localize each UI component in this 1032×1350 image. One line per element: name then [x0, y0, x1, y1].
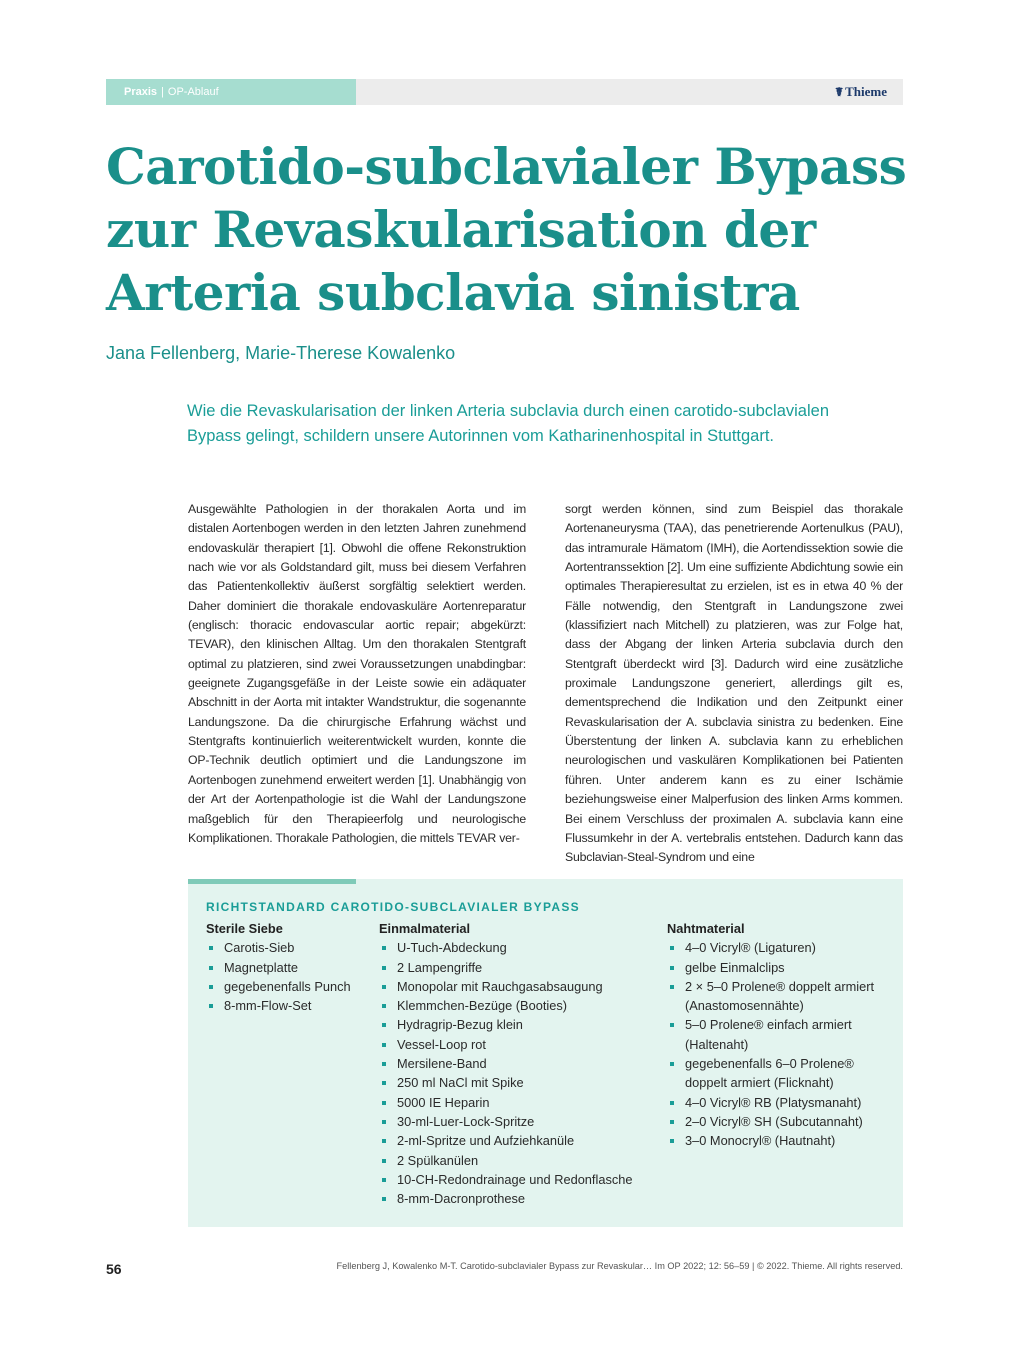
thieme-logo-icon: ☤: [835, 85, 844, 99]
citation-line: Fellenberg J, Kowalenko M-T. Carotido-subclavialer Bypass zur Revaskular… Im OP 2022; 12: 56–59 | © 2022. Thieme. All rights reserved.: [336, 1261, 903, 1271]
list-item: 2 × 5–0 Prolene® doppelt armiert (Anastomosennähte): [667, 977, 897, 1016]
subsection-name: OP-Ablauf: [167, 86, 219, 98]
body-column-right: sorgt werden können, sind zum Beispiel das thorakale Aortenaneurysma (TAA), das penetrierende Aortenulkus (PAU), das intramurale Hämatom (IMH), die Aortendissektion sowie die Aortentranssektion [2]. Um eine suffiziente Abdichtung sowie ein optimales Therapieresultat zu erzielen, ist es in etwa 40 % der Fälle notwendig, den Stentgraft in Landungszone zwei (klassifiziert nach Mitchell) zu platzieren, was zur Folge hat, dass der Abgang der linken Arteria subclavia durch den Stentgraft überdeckt wird [3]. Dadurch wird eine zusätzliche proximale Landungszone generiert, allerdings gilt es, dementsprechend die Indikation und den Zeitpunkt einer Revaskularisation der A. subclavia sinistra zu bedenken. Eine Überstentung der linken A. subclavia kann zu erheblichen neurologischen und vaskulären Komplikationen bei Patienten führen. Unter anderem kann es zu einer Ischämie beziehungsweise einer Malperfusion des linken Arms kommen. Bei einem Verschluss der proximalen A. subclavia kann eine Flussumkehr in der A. vertebralis entstehen. Dadurch kann das Subclavian-Steal-Syndrom und eine: [565, 502, 903, 865]
list-item: 30-ml-Luer-Lock-Spritze: [379, 1112, 659, 1131]
list-item: 4–0 Vicryl® RB (Platysmanaht): [667, 1093, 897, 1112]
list-item: Monopolar mit Rauchgasabsaugung: [379, 977, 659, 996]
list-item: 4–0 Vicryl® (Ligaturen): [667, 938, 897, 957]
sterile-sieves-column: [206, 919, 356, 1015]
publisher-logo: [835, 79, 887, 105]
journal-header-bar: [106, 79, 903, 105]
box-accent-bar: [188, 879, 356, 884]
list-item: gegebenenfalls Punch: [206, 977, 356, 996]
list-item: 5000 IE Heparin: [379, 1093, 659, 1112]
box-title: RICHTSTANDARD CAROTIDO-SUBCLAVIALER BYPASS: [206, 900, 580, 914]
list-item: 2 Spülkanülen: [379, 1151, 659, 1170]
list-item: gegebenenfalls 6–0 Prolene® doppelt armiert (Flicknaht): [667, 1054, 897, 1093]
list-item: Vessel-Loop rot: [379, 1035, 659, 1054]
article-lead: Wie die Revaskularisation der linken Arteria subclavia durch einen carotido-subclavialen Bypass gelingt, schildern unsere Autorinnen vom Katharinenhospital in Stuttgart.: [187, 402, 830, 445]
list-item: Mersilene-Band: [379, 1054, 659, 1073]
list-item: 2–0 Vicryl® SH (Subcutannaht): [667, 1112, 897, 1131]
list-item: 8-mm-Dacronprothese: [379, 1189, 659, 1208]
column-heading: Nahtmaterial: [667, 921, 745, 936]
list-item: gelbe Einmalclips: [667, 958, 897, 977]
list-item: 250 ml NaCl mit Spike: [379, 1073, 659, 1092]
section-label: Praxis | OP-Ablauf: [106, 79, 356, 105]
disposables-column: [379, 919, 659, 1208]
item-list: [206, 938, 356, 1015]
list-item: 5–0 Prolene® einfach armiert (Haltenaht): [667, 1015, 897, 1054]
list-item: U-Tuch-Abdeckung: [379, 938, 659, 957]
column-heading: Sterile Siebe: [206, 921, 283, 936]
section-name: Praxis: [124, 86, 158, 98]
body-column-left: Ausgewählte Pathologien in der thorakalen Aorta und im distalen Aortenbogen werden in den letzten Jahren zunehmend endovaskulär therapiert [1]. Obwohl die offene Rekonstruktion nach wie vor als Goldstandard gilt, muss bei diesem Verfahren das Patientenkollektiv äußerst sorgfältig selektiert werden. Daher dominiert die thorakale endovaskuläre Aortenreparatur (englisch: thoracic endovascular aortic repair; abgekürzt: TEVAR), den klinischen Alltag. Um den thorakalen Stentgraft optimal zu platzieren, sind zwei Voraussetzungen unabdingbar: geeignete Zugangsgefäße in der Leiste sowie ein adäquater Abschnitt in der Aorta mit intakter Wandstruktur, die sogenannte Landungszone. Da die chirurgische Erfahrung wächst und Stentgrafts kontinuierlich weiterentwickelt wurden, konnte die OP-Technik deutlich optimiert und die Landungszone im Aortenbogen zunehmend erweitert werden [1]. Unabhängig von der Art der Aortenpathologie ist die Wahl der Landungszone maßgeblich für den Therapieerfolg und neurologische Komplikationen. Thorakale Pathologien, die mittels TEVAR ver-: [188, 502, 526, 845]
list-item: 10-CH-Redondrainage und Redonflasche: [379, 1170, 659, 1189]
list-item: 3–0 Monocryl® (Hautnaht): [667, 1131, 897, 1150]
standard-equipment-box: [188, 879, 903, 1227]
suture-material-column: [667, 919, 897, 1151]
article-authors: Jana Fellenberg, Marie-Therese Kowalenko: [106, 343, 456, 363]
list-item: Carotis-Sieb: [206, 938, 356, 957]
list-item: Klemmchen-Bezüge (Booties): [379, 996, 659, 1015]
article-title: Carotido-subclavialer Bypass zur Revaskularisation der Arteria subclavia sinistra: [106, 137, 907, 322]
list-item: 8-mm-Flow-Set: [206, 996, 356, 1015]
list-item: Magnetplatte: [206, 958, 356, 977]
column-heading: Einmalmaterial: [379, 921, 471, 936]
list-item: Hydragrip-Bezug klein: [379, 1015, 659, 1034]
item-list: [667, 938, 897, 1150]
list-item: 2-ml-Spritze und Aufziehkanüle: [379, 1131, 659, 1150]
page-number: 56: [106, 1261, 122, 1277]
item-list: [379, 938, 659, 1208]
publisher-name: Thieme: [845, 84, 887, 99]
list-item: 2 Lampengriffe: [379, 958, 659, 977]
